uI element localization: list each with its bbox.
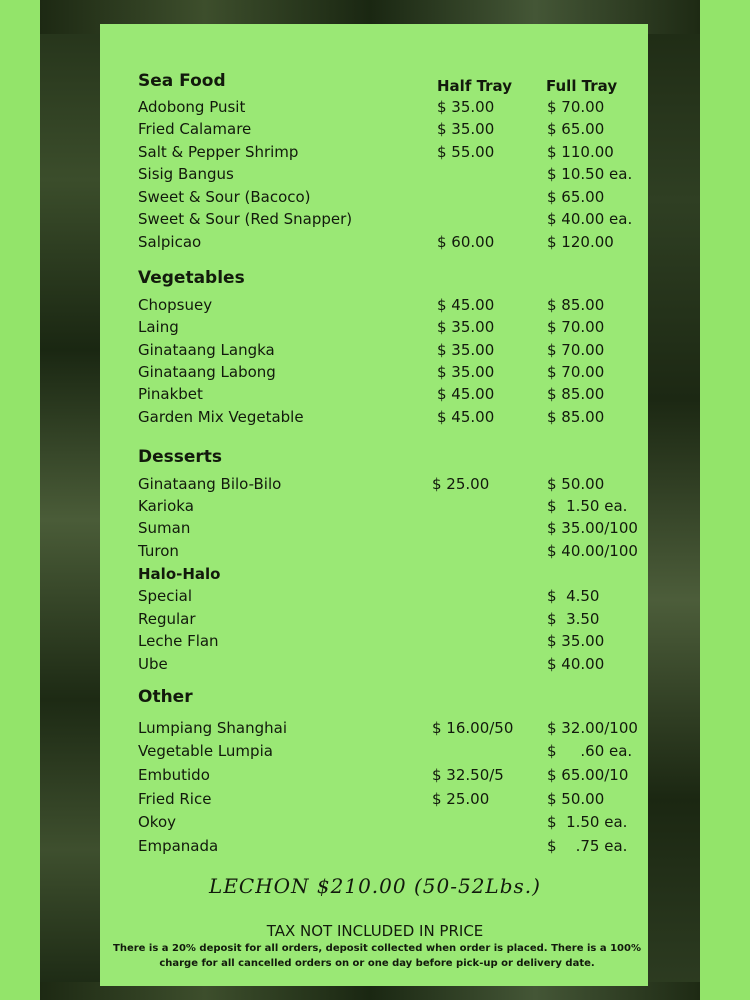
item-name: Sweet & Sour (Red Snapper) <box>138 210 353 228</box>
item-name: Ginataang Langka <box>138 341 275 359</box>
menu-row <box>0 742 750 764</box>
subsection-title-halo-halo: Halo-Halo <box>138 565 221 583</box>
half-price: $ 60.00 <box>437 233 495 251</box>
full-price: $ 50.00 <box>547 790 605 808</box>
menu-row <box>0 610 750 632</box>
full-price: $ 65.00/10 <box>547 766 629 784</box>
half-tray-header: Half Tray <box>437 77 512 95</box>
half-price: $ 35.00 <box>437 120 495 138</box>
menu-row <box>0 341 750 363</box>
full-price: $ 50.00 <box>547 475 605 493</box>
menu-row <box>0 233 750 255</box>
lechon-price: LECHON $210.00 (50-52Lbs.) <box>209 874 541 898</box>
item-name: Salpicao <box>138 233 202 251</box>
item-name: Pinakbet <box>138 385 203 403</box>
item-name: Garden Mix Vegetable <box>138 408 304 426</box>
item-name: Special <box>138 587 193 605</box>
item-name: Fried Rice <box>138 790 212 808</box>
full-price: $ 4.50 <box>547 587 600 605</box>
menu-row <box>0 813 750 835</box>
full-price: $ .60 ea. <box>547 742 633 760</box>
item-name: Salt & Pepper Shrimp <box>138 143 299 161</box>
menu-row <box>0 188 750 210</box>
full-price: $ 35.00 <box>547 632 605 650</box>
full-price: $ 85.00 <box>547 408 605 426</box>
menu-row <box>0 143 750 165</box>
menu-row <box>0 719 750 741</box>
full-price: $ 70.00 <box>547 363 605 381</box>
menu-row <box>0 318 750 340</box>
full-price: $ 3.50 <box>547 610 600 628</box>
item-name: Empanada <box>138 837 219 855</box>
item-name: Regular <box>138 610 196 628</box>
item-name: Vegetable Lumpia <box>138 742 273 760</box>
menu-row <box>0 497 750 519</box>
item-name: Ginataang Bilo-Bilo <box>138 475 282 493</box>
full-price: $ 85.00 <box>547 385 605 403</box>
full-price: $ 1.50 ea. <box>547 813 628 831</box>
half-price: $ 45.00 <box>437 385 495 403</box>
full-price: $ 40.00/100 <box>547 542 638 560</box>
full-price: $ 85.00 <box>547 296 605 314</box>
full-tray-header: Full Tray <box>546 77 618 95</box>
item-name: Leche Flan <box>138 632 219 650</box>
half-price: $ 25.00 <box>432 475 490 493</box>
full-price: $ 120.00 <box>547 233 614 251</box>
item-name: Laing <box>138 318 179 336</box>
item-name: Ginataang Labong <box>138 363 276 381</box>
menu-row <box>0 632 750 654</box>
menu-row <box>0 296 750 318</box>
menu-row <box>0 120 750 142</box>
item-name: Adobong Pusit <box>138 98 246 116</box>
full-price: $ 10.50 ea. <box>547 165 633 183</box>
menu-row <box>0 519 750 541</box>
menu-row <box>0 210 750 232</box>
menu-row <box>0 98 750 120</box>
half-price: $ 35.00 <box>437 363 495 381</box>
half-price: $ 35.00 <box>437 341 495 359</box>
full-price: $ 1.50 ea. <box>547 497 628 515</box>
menu-row <box>0 385 750 407</box>
menu-row <box>0 475 750 497</box>
menu-row <box>0 363 750 385</box>
section-title-vegetables: Vegetables <box>138 268 245 288</box>
full-price: $ 35.00/100 <box>547 519 638 537</box>
full-price: $ 70.00 <box>547 341 605 359</box>
full-price: $ 110.00 <box>547 143 614 161</box>
section-title-seafood: Sea Food <box>138 71 226 91</box>
full-price: $ 40.00 <box>547 655 605 673</box>
menu-row <box>0 766 750 788</box>
item-name: Ube <box>138 655 168 673</box>
menu-row <box>0 655 750 677</box>
menu-row <box>0 408 750 430</box>
item-name: Sweet & Sour (Bacoco) <box>138 188 311 206</box>
item-name: Chopsuey <box>138 296 213 314</box>
half-price: $ 35.00 <box>437 98 495 116</box>
menu-row <box>0 790 750 812</box>
item-name: Karioka <box>138 497 194 515</box>
full-price: $ .75 ea. <box>547 837 628 855</box>
menu-row <box>0 542 750 564</box>
half-price: $ 55.00 <box>437 143 495 161</box>
item-name: Turon <box>138 542 179 560</box>
full-price: $ 70.00 <box>547 318 605 336</box>
section-title-other: Other <box>138 687 193 707</box>
item-name: Fried Calamare <box>138 120 252 138</box>
item-name: Embutido <box>138 766 210 784</box>
item-name: Suman <box>138 519 191 537</box>
tax-notice: TAX NOT INCLUDED IN PRICE <box>266 922 484 940</box>
deposit-note: There is a 20% deposit for all orders, deposit collected when order is placed. There is a 100% charge for all cancelled orders on or one day before pick-up or delivery date. <box>113 943 641 969</box>
section-title-desserts: Desserts <box>138 447 223 467</box>
half-price: $ 35.00 <box>437 318 495 336</box>
full-price: $ 70.00 <box>547 98 605 116</box>
half-price: $ 45.00 <box>437 408 495 426</box>
item-name: Lumpiang Shanghai <box>138 719 288 737</box>
full-price: $ 32.00/100 <box>547 719 638 737</box>
item-name: Sisig Bangus <box>138 165 234 183</box>
half-price: $ 32.50/5 <box>432 766 504 784</box>
half-price: $ 16.00/50 <box>432 719 514 737</box>
half-price: $ 45.00 <box>437 296 495 314</box>
full-price: $ 65.00 <box>547 120 605 138</box>
menu-row <box>0 837 750 859</box>
full-price: $ 65.00 <box>547 188 605 206</box>
item-name: Okoy <box>138 813 177 831</box>
full-price: $ 40.00 ea. <box>547 210 633 228</box>
menu-row <box>0 587 750 609</box>
menu-row <box>0 165 750 187</box>
half-price: $ 25.00 <box>432 790 490 808</box>
